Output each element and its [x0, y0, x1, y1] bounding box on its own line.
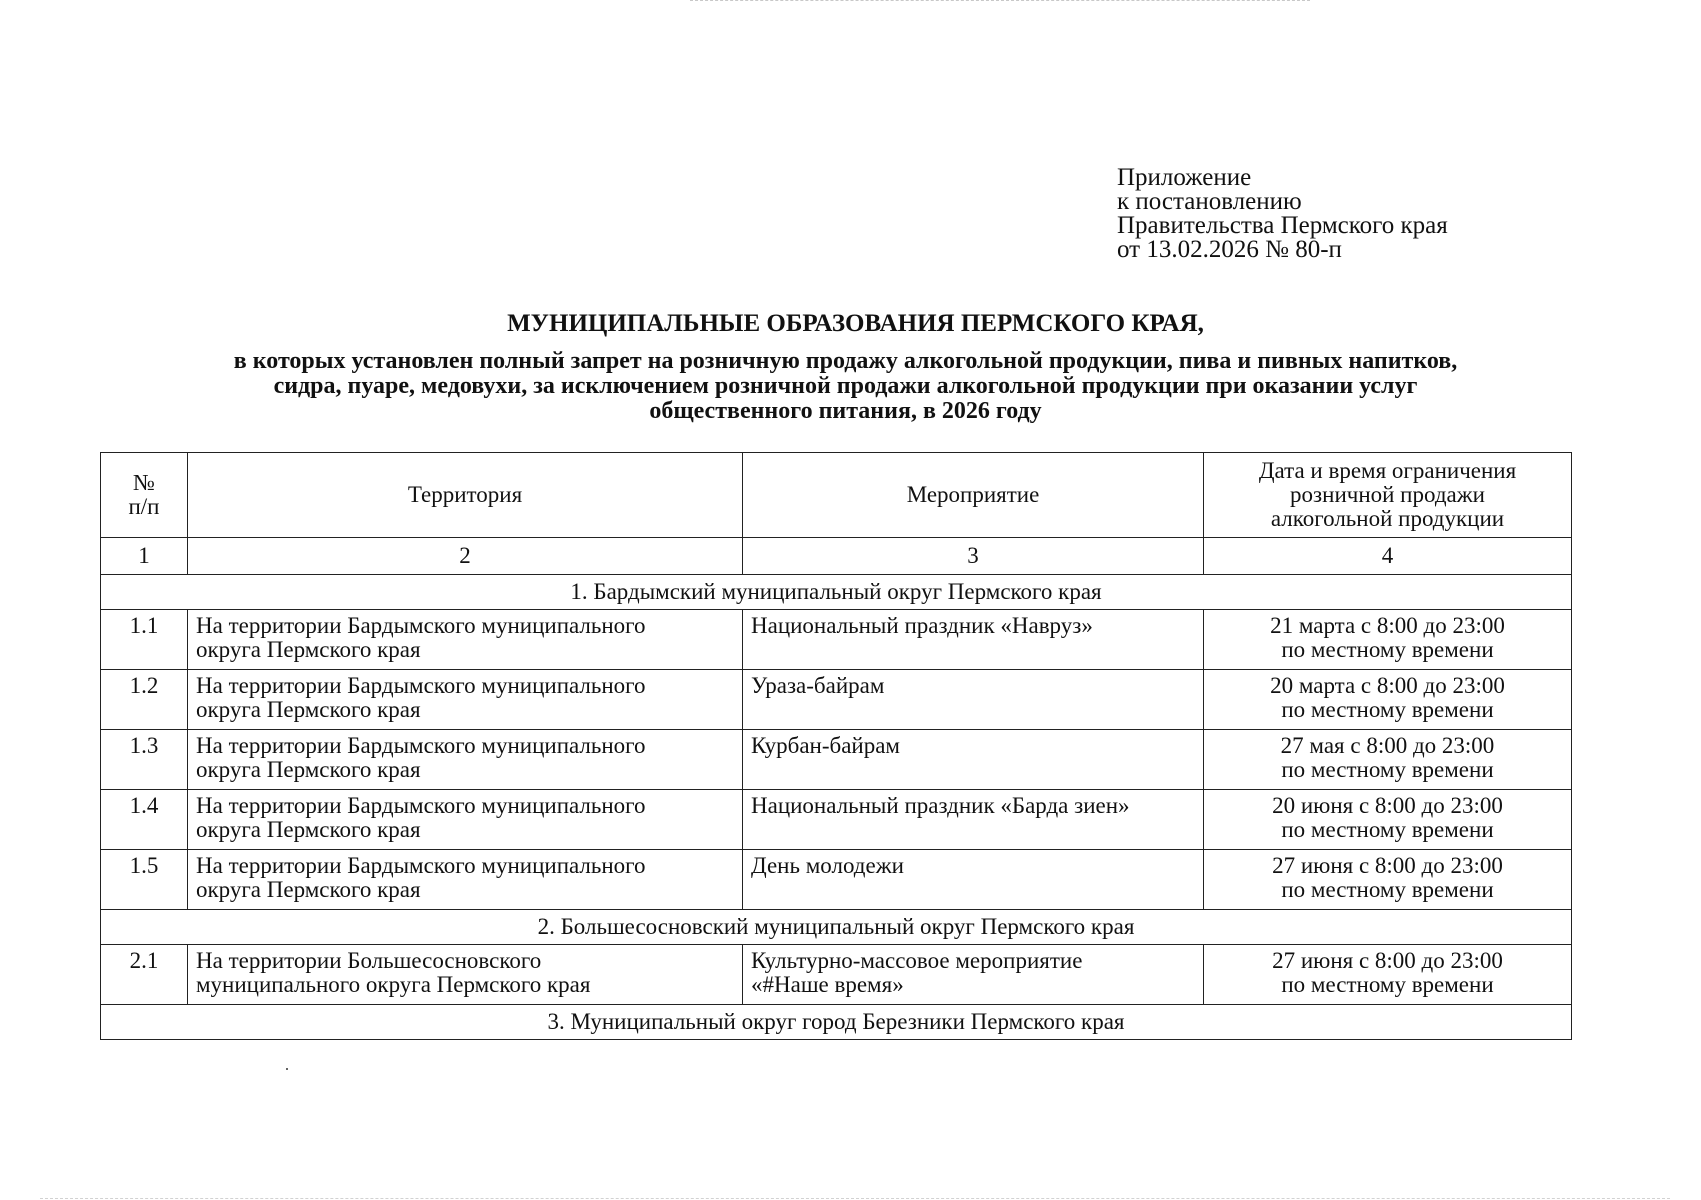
row-territory [188, 790, 743, 850]
section-row [101, 1005, 1572, 1040]
row-datetime [1204, 610, 1572, 670]
row-datetime [1204, 850, 1572, 910]
header-number [101, 453, 188, 538]
restrictions-table [100, 452, 1572, 1040]
date-line-1: 27 мая с 8:00 до 23:00 [1280, 733, 1495, 758]
subtitle-line-3: общественного питания, в 2026 году [649, 398, 1042, 424]
territory-line-1: На территории Бардымского муниципального [196, 673, 646, 698]
column-number-4: 4 [1204, 538, 1572, 575]
document-subtitle [100, 349, 1591, 424]
subtitle-line-2: сидра, пуаре, медовухи, за исключением розничной продажи алкогольной продукции при оказании услуг [273, 373, 1418, 399]
date-line-2: по местному времени [1281, 877, 1494, 902]
row-number: 2.1 [101, 945, 188, 1005]
column-numbers-row [101, 538, 1572, 575]
row-event [743, 790, 1204, 850]
header-territory: Территория [188, 453, 743, 538]
header-datetime-line-2: розничной продажи [1290, 482, 1485, 507]
column-number-3: 3 [743, 538, 1204, 575]
event-line-1: Культурно-массовое мероприятие [751, 948, 1083, 973]
date-line-1: 20 июня с 8:00 до 23:00 [1272, 793, 1503, 818]
date-line-1: 20 марта с 8:00 до 23:00 [1270, 673, 1505, 698]
row-territory [188, 730, 743, 790]
appendix-line-3: Правительства Пермского края [1117, 212, 1448, 239]
row-event [743, 730, 1204, 790]
header-datetime-line-1: Дата и время ограничения [1258, 458, 1517, 483]
date-line-2: по местному времени [1281, 972, 1494, 997]
date-line-2: по местному времени [1281, 697, 1494, 722]
date-line-2: по местному времени [1281, 757, 1494, 782]
header-datetime [1204, 453, 1572, 538]
row-number: 1.5 [101, 850, 188, 910]
header-datetime-line-3: алкогольной продукции [1270, 506, 1505, 531]
table-row [101, 670, 1572, 730]
row-datetime [1204, 945, 1572, 1005]
event-line-1: Национальный праздник «Навруз» [751, 613, 1093, 638]
scan-edge-top [690, 0, 1310, 1]
header-event: Мероприятие [743, 453, 1204, 538]
date-line-2: по местному времени [1281, 817, 1494, 842]
row-event [743, 610, 1204, 670]
section-title: 1. Бардымский муниципальный округ Пермского края [101, 575, 1572, 610]
appendix-header [1117, 166, 1448, 262]
date-line-1: 21 марта с 8:00 до 23:00 [1270, 613, 1505, 638]
column-number-1: 1 [101, 538, 188, 575]
scan-edge-bottom [40, 1198, 1670, 1199]
territory-line-2: округа Пермского края [196, 637, 421, 662]
territory-line-1: На территории Бардымского муниципального [196, 793, 646, 818]
row-datetime [1204, 670, 1572, 730]
date-line-1: 27 июня с 8:00 до 23:00 [1272, 948, 1503, 973]
table-row [101, 730, 1572, 790]
event-line-1: Национальный праздник «Барда зиен» [751, 793, 1130, 818]
subtitle-line-1: в которых установлен полный запрет на розничную продажу алкогольной продукции, пива и пивных напитков, [233, 348, 1458, 374]
territory-line-2: округа Пермского края [196, 817, 421, 842]
date-line-2: по местному времени [1281, 637, 1494, 662]
row-territory [188, 945, 743, 1005]
appendix-line-1: Приложение [1117, 164, 1252, 191]
territory-line-1: На территории Бардымского муниципального [196, 733, 646, 758]
territory-line-1: На территории Бардымского муниципального [196, 613, 646, 638]
row-territory [188, 610, 743, 670]
table-row [101, 850, 1572, 910]
header-number-line-1: № [133, 470, 155, 495]
event-line-1: Ураза-байрам [751, 673, 885, 698]
row-number: 1.1 [101, 610, 188, 670]
territory-line-2: округа Пермского края [196, 757, 421, 782]
table-row [101, 790, 1572, 850]
row-event [743, 850, 1204, 910]
row-event [743, 945, 1204, 1005]
section-title: 3. Муниципальный округ город Березники Пермского края [101, 1005, 1572, 1040]
header-number-line-2: п/п [128, 494, 160, 519]
row-territory [188, 850, 743, 910]
territory-line-2: муниципального округа Пермского края [196, 972, 591, 997]
row-territory [188, 670, 743, 730]
event-line-2: «#Наше время» [751, 972, 904, 997]
row-number: 1.3 [101, 730, 188, 790]
territory-line-2: округа Пермского края [196, 877, 421, 902]
section-row [101, 910, 1572, 945]
territory-line-1: На территории Большесосновского [196, 948, 542, 973]
event-line-1: День молодежи [751, 853, 904, 878]
table-header-row [101, 453, 1572, 538]
territory-line-2: округа Пермского края [196, 697, 421, 722]
row-number: 1.2 [101, 670, 188, 730]
appendix-line-4: от 13.02.2026 № 80-п [1117, 236, 1342, 263]
row-event [743, 670, 1204, 730]
column-number-2: 2 [188, 538, 743, 575]
section-title: 2. Большесосновский муниципальный округ Пермского края [101, 910, 1572, 945]
date-line-1: 27 июня с 8:00 до 23:00 [1272, 853, 1503, 878]
territory-line-1: На территории Бардымского муниципального [196, 853, 646, 878]
event-line-1: Курбан-байрам [751, 733, 900, 758]
section-row [101, 575, 1572, 610]
table-row [101, 945, 1572, 1005]
row-number: 1.4 [101, 790, 188, 850]
table-row [101, 610, 1572, 670]
document-title: МУНИЦИПАЛЬНЫЕ ОБРАЗОВАНИЯ ПЕРМСКОГО КРАЯ, [507, 310, 1204, 337]
scan-speck [286, 1068, 288, 1070]
appendix-line-2: к постановлению [1117, 188, 1302, 215]
row-datetime [1204, 790, 1572, 850]
row-datetime [1204, 730, 1572, 790]
